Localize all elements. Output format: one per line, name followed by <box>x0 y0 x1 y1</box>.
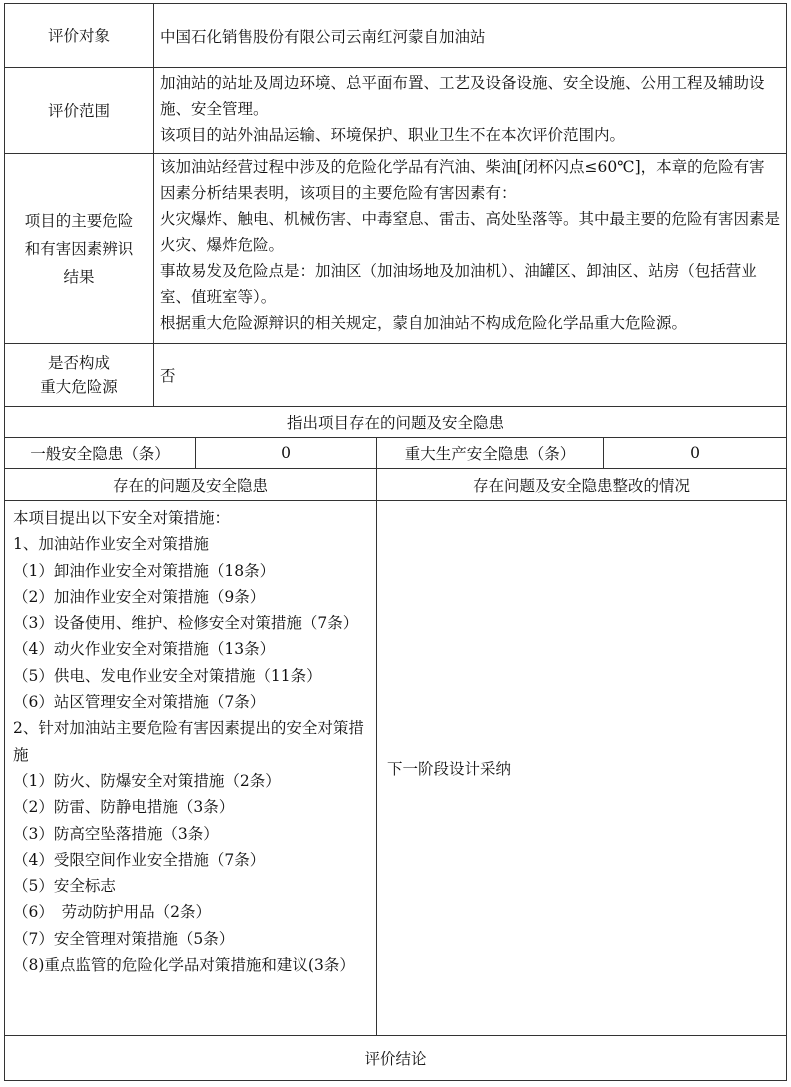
measure-item: （6）站区管理安全对策措施（7条） <box>13 693 266 712</box>
major-source-label-line: 重大危险源 <box>40 378 118 396</box>
measure-item: （7）安全管理对策措施（5条） <box>13 929 235 948</box>
hazards-label <box>5 154 154 343</box>
measure-item: （5）供电、发电作业安全对策措施（11条） <box>13 666 322 685</box>
eval-object-value: 中国石化销售股份有限公司云南红河蒙自加油站 <box>160 27 486 46</box>
rectification-status: 下一阶段设计采纳 <box>387 760 512 778</box>
measure-item: （8)重点监管的危险化学品对策措施和建议(3条） <box>13 956 355 975</box>
major-source-label <box>5 344 154 406</box>
major-source-value: 否 <box>160 367 176 385</box>
row-eval-scope <box>4 67 787 153</box>
eval-scope-line: 该项目的站外油品运输、环境保护、职业卫生不在本次评价范围内。 <box>160 126 626 144</box>
hazards-line: 该加油站经营过程中涉及的危险化学品有汽油、柴油[闭杯闪点≤60℃]，本章的危险有害因素分析结果表明，该项目的主要危险有害因素有： <box>160 158 765 202</box>
major-hazard-value: 0 <box>690 444 700 462</box>
row-conclusion <box>4 1035 787 1081</box>
conclusion-header: 评价结论 <box>364 1050 427 1068</box>
eval-scope-text <box>154 68 786 153</box>
measure-item: （4）动火作业安全对策措施（13条） <box>13 640 276 659</box>
major-source-label-line: 是否构成 <box>47 354 110 372</box>
row-column-headers <box>4 468 787 500</box>
row-measures <box>4 500 787 1035</box>
evaluation-table <box>4 3 787 1083</box>
measure-item: （5）安全标志 <box>13 877 116 896</box>
row-issues-header <box>4 406 787 437</box>
issues-header: 指出项目存在的问题及安全隐患 <box>286 414 504 432</box>
measure-item: （1）卸油作业安全对策措施（18条） <box>13 561 276 580</box>
row-hazards <box>4 153 787 343</box>
eval-object-label: 评价对象 <box>5 4 154 67</box>
hazards-text <box>154 154 786 343</box>
hazards-line: 根据重大危险源辩识的相关规定，蒙自加油站不构成危险化学品重大危险源。 <box>160 314 688 332</box>
hazards-label-line: 项目的主要危险 <box>24 211 134 230</box>
major-hazard-label: 重大生产安全隐患（条） <box>377 438 604 468</box>
measure-item: （2）加油作业安全对策措施（9条） <box>13 587 266 606</box>
col-header-issues: 存在的问题及安全隐患 <box>5 469 377 500</box>
row-counts <box>4 437 787 468</box>
general-hazard-value: 0 <box>196 438 377 468</box>
measure-item: 本项目提出以下安全对策措施： <box>13 509 231 527</box>
measure-item: （6） 劳动防护用品（2条） <box>13 903 211 922</box>
eval-scope-label: 评价范围 <box>5 68 154 153</box>
measure-item: （2）防雷、防静电措施（3条） <box>13 798 235 817</box>
hazards-label-line: 结果 <box>63 267 95 286</box>
row-eval-object <box>4 3 787 67</box>
measure-item: （1）防火、防爆安全对策措施（2条） <box>13 771 281 790</box>
hazards-line: 火灾爆炸、触电、机械伤害、中毒窒息、雷击、高处坠落等。其中最主要的危险有害因素是火灾、爆炸危险。 <box>160 210 781 254</box>
general-hazard-label: 一般安全隐患（条） <box>5 438 196 468</box>
hazards-line: 事故易发及危险点是：加油区（加油场地及加油机）、油罐区、卸油区、站房（包括营业室、值班室等）。 <box>160 262 757 306</box>
row-major-source <box>4 343 787 406</box>
measure-item: （3）设备使用、维护、检修安全对策措施（7条） <box>13 614 359 633</box>
measure-item: 2、针对加油站主要危险有害因素提出的安全对策措施 <box>13 719 364 764</box>
hazards-label-line: 和有害因素辨识 <box>24 239 134 258</box>
eval-scope-line: 加油站的站址及周边环境、总平面布置、工艺及设备设施、安全设施、公用工程及辅助设施、安全管理。 <box>160 74 765 118</box>
measure-item: 1、加油站作业安全对策措施 <box>13 535 209 554</box>
col-header-rectification: 存在问题及安全隐患整改的情况 <box>472 476 690 495</box>
measure-item: （4）受限空间作业安全措施（7条） <box>13 850 266 869</box>
measure-item: （3）防高空坠落措施（3条） <box>13 824 219 843</box>
measures-list <box>5 501 377 1035</box>
